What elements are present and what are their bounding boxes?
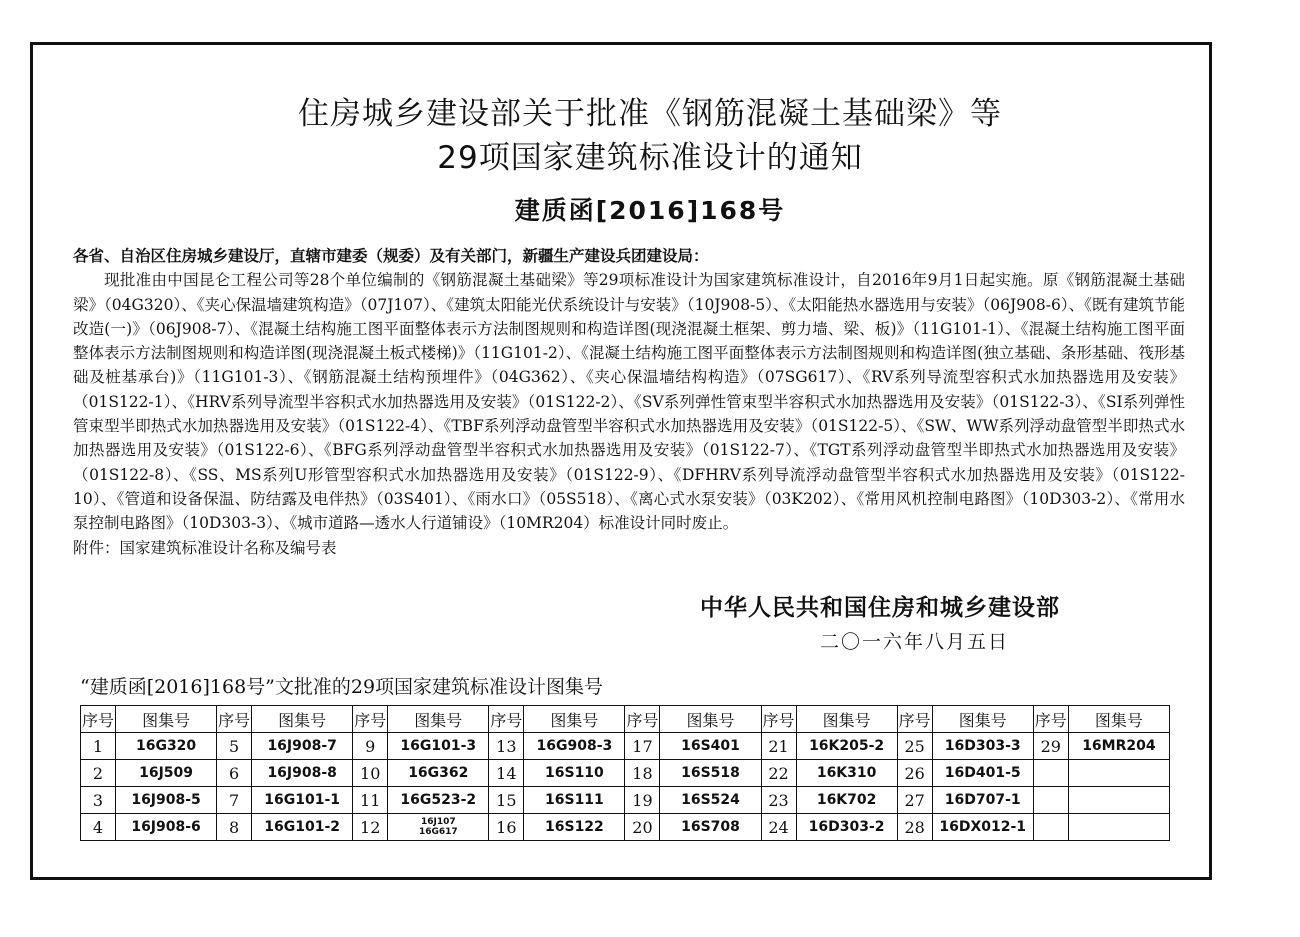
serial-number-cell: 18 — [625, 760, 660, 787]
serial-number-cell: 20 — [625, 814, 660, 841]
header-serial-number: 序号 — [625, 706, 660, 733]
table-row — [81, 787, 1170, 814]
addressee: 各省、自治区住房城乡建设厅，直辖市建委（规委）及有关部门，新疆生产建设兵团建设局： — [73, 246, 709, 265]
atlas-code-cell: 16D303-2 — [796, 814, 897, 841]
atlas-code-cell: 16S111 — [524, 787, 625, 814]
serial-number-cell — [1033, 787, 1068, 814]
atlas-code-cell: 16D401-5 — [932, 760, 1033, 787]
serial-number-cell: 10 — [353, 760, 388, 787]
title-line-1: 住房城乡建设部关于批准《钢筋混凝土基础梁》等 — [298, 96, 1002, 132]
atlas-code-cell: 16S110 — [524, 760, 625, 787]
table-header-row — [81, 706, 1170, 733]
atlas-code-cell: 16S401 — [660, 733, 761, 760]
atlas-code-cell: 16G101-2 — [252, 814, 353, 841]
header-serial-number: 序号 — [761, 706, 796, 733]
atlas-code-cell: 16K702 — [796, 787, 897, 814]
title-line-2: 29项国家建筑标准设计的通知 — [437, 140, 863, 176]
atlas-code-cell: 16J908-5 — [116, 787, 217, 814]
document-number: 建质函[2016]168号 — [514, 196, 786, 225]
serial-number-cell: 28 — [897, 814, 932, 841]
serial-number-cell: 29 — [1033, 733, 1068, 760]
atlas-code-cell: 16D707-1 — [932, 787, 1033, 814]
header-serial-number: 序号 — [489, 706, 524, 733]
standards-table — [80, 705, 1170, 841]
serial-number-cell: 17 — [625, 733, 660, 760]
serial-number-cell: 21 — [761, 733, 796, 760]
atlas-code-cell: 16DX012-1 — [932, 814, 1033, 841]
header-atlas-code: 图集号 — [1068, 706, 1169, 733]
attachment-line: 附件：国家建筑标准设计名称及编号表 — [73, 538, 337, 557]
atlas-code-cell: 16J908-7 — [252, 733, 353, 760]
serial-number-cell: 24 — [761, 814, 796, 841]
serial-number-cell: 19 — [625, 787, 660, 814]
table-row — [81, 733, 1170, 760]
notice-paragraph: 现批准由中国昆仑工程公司等28个单位编制的《钢筋混凝土基础梁》等29项标准设计为国家建筑标准设计，自2016年9月1日起实施。原《钢筋混凝土基础梁》（04G320）、《夹心保温墙建筑构造》（07J107）、《建筑太阳能光伏系统设计与安装》（10J908-5）、《太阳能热水器选用与安装》（06J908-6）、《既有建筑节能改造(一)》（06J908-7）、《混凝土结构施工图平面整体表示方法制图规则和构造详图(现浇混凝土框架、剪力墙、梁、板)》（11G101-1）、《混凝土结构施工图平面整体表示方法制图规则和构造详图(现浇混凝土板式楼梯)》（11G101-2）、《混凝土结构施工图平面整体表示方法制图规则和构造详图(独立基础、条形基础、筏形基础及桩基承台)》（11G101-3）、《钢筋混凝土结构预埋件》（04G362）、《夹心保温墙结构构造》（07SG617）、《RV系列导流型容积式水加热器选用及安装》（01S122-1）、《HRV系列导流型半容积式水加热器选用及安装》（01S122-2）、《SV系列弹性管束型半容积式水加热器选用及安装》（01S122-3）、《SI系列弹性管束型半即热式水加热器选用及安装》（01S122-4）、《TBF系列浮动盘管型半容积式水加热器选用及安装》（01S122-5）、《SW、WW系列浮动盘管型半即热式水加热器选用及安装》（01S122-6）、《BFG系列浮动盘管型半容积式水加热器选用及安装》（01S122-7）、《TGT系列浮动盘管型半即热式水加热器选用及安装》（01S122-8）、《SS、MS系列U形管型容积式水加热器选用及安装》（01S122-9）、《DFHRV系列导流浮动盘管型半容积式水加热器选用及安装》（01S122-10）、《管道和设备保温、防结露及电伴热》（03S401）、《雨水口》（05S518）、《离心式水泵安装》（03K202）、《常用风机控制电路图》（10D303-2）、《常用水泵控制电路图》（10D303-3）、《城市道路—透水人行道铺设》（10MR204）标准设计同时废止。 — [73, 271, 1185, 533]
atlas-code-cell — [1068, 814, 1169, 841]
header-atlas-code: 图集号 — [796, 706, 897, 733]
header-atlas-code: 图集号 — [388, 706, 489, 733]
atlas-code-cell — [388, 814, 489, 841]
atlas-code-cell: 16G362 — [388, 760, 489, 787]
serial-number-cell: 1 — [81, 733, 116, 760]
atlas-code-cell: 16J908-6 — [116, 814, 217, 841]
atlas-code-cell: 16S122 — [524, 814, 625, 841]
atlas-code-cell: 16S518 — [660, 760, 761, 787]
atlas-code-cell: 16G320 — [116, 733, 217, 760]
atlas-code-cell: 16J509 — [116, 760, 217, 787]
atlas-code-cell: 16G523-2 — [388, 787, 489, 814]
serial-number-cell: 27 — [897, 787, 932, 814]
serial-number-cell: 5 — [217, 733, 252, 760]
serial-number-cell: 8 — [217, 814, 252, 841]
serial-number-cell: 26 — [897, 760, 932, 787]
serial-number-cell: 4 — [81, 814, 116, 841]
header-atlas-code: 图集号 — [660, 706, 761, 733]
atlas-code-cell: 16K310 — [796, 760, 897, 787]
serial-number-cell: 14 — [489, 760, 524, 787]
serial-number-cell: 9 — [353, 733, 388, 760]
header-atlas-code: 图集号 — [932, 706, 1033, 733]
atlas-code-cell: 16J908-8 — [252, 760, 353, 787]
atlas-code-cell: 16MR204 — [1068, 733, 1169, 760]
atlas-code-cell: 16S708 — [660, 814, 761, 841]
atlas-code-cell: 16G101-3 — [388, 733, 489, 760]
serial-number-cell: 13 — [489, 733, 524, 760]
header-serial-number: 序号 — [1033, 706, 1068, 733]
serial-number-cell: 11 — [353, 787, 388, 814]
serial-number-cell — [1033, 814, 1068, 841]
serial-number-cell: 6 — [217, 760, 252, 787]
issue-date: 二〇一六年八月五日 — [820, 631, 1010, 653]
issuer: 中华人民共和国住房和城乡建设部 — [700, 595, 1060, 621]
atlas-code-cell: 16S524 — [660, 787, 761, 814]
atlas-code-cell — [1068, 760, 1169, 787]
serial-number-cell: 25 — [897, 733, 932, 760]
header-atlas-code: 图集号 — [252, 706, 353, 733]
serial-number-cell — [1033, 760, 1068, 787]
header-atlas-code: 图集号 — [524, 706, 625, 733]
atlas-code-cell: 16G101-1 — [252, 787, 353, 814]
header-serial-number: 序号 — [217, 706, 252, 733]
atlas-code-cell: 16D303-3 — [932, 733, 1033, 760]
notice-body — [73, 244, 1185, 560]
header-serial-number: 序号 — [353, 706, 388, 733]
table-title: “建质函[2016]168号”文批准的29项国家建筑标准设计图集号 — [80, 676, 604, 698]
serial-number-cell: 23 — [761, 787, 796, 814]
serial-number-cell: 15 — [489, 787, 524, 814]
serial-number-cell: 3 — [81, 787, 116, 814]
serial-number-cell: 22 — [761, 760, 796, 787]
atlas-code-cell: 16K205-2 — [796, 733, 897, 760]
atlas-code-line: 16J107 — [420, 817, 456, 827]
atlas-code-cell — [1068, 787, 1169, 814]
atlas-code-cell: 16G908-3 — [524, 733, 625, 760]
header-serial-number: 序号 — [897, 706, 932, 733]
table-row — [81, 814, 1170, 841]
serial-number-cell: 12 — [353, 814, 388, 841]
serial-number-cell: 16 — [489, 814, 524, 841]
atlas-code-line: 16G617 — [418, 827, 458, 837]
table-row — [81, 760, 1170, 787]
header-atlas-code: 图集号 — [116, 706, 217, 733]
serial-number-cell: 7 — [217, 787, 252, 814]
serial-number-cell: 2 — [81, 760, 116, 787]
header-serial-number: 序号 — [81, 706, 116, 733]
